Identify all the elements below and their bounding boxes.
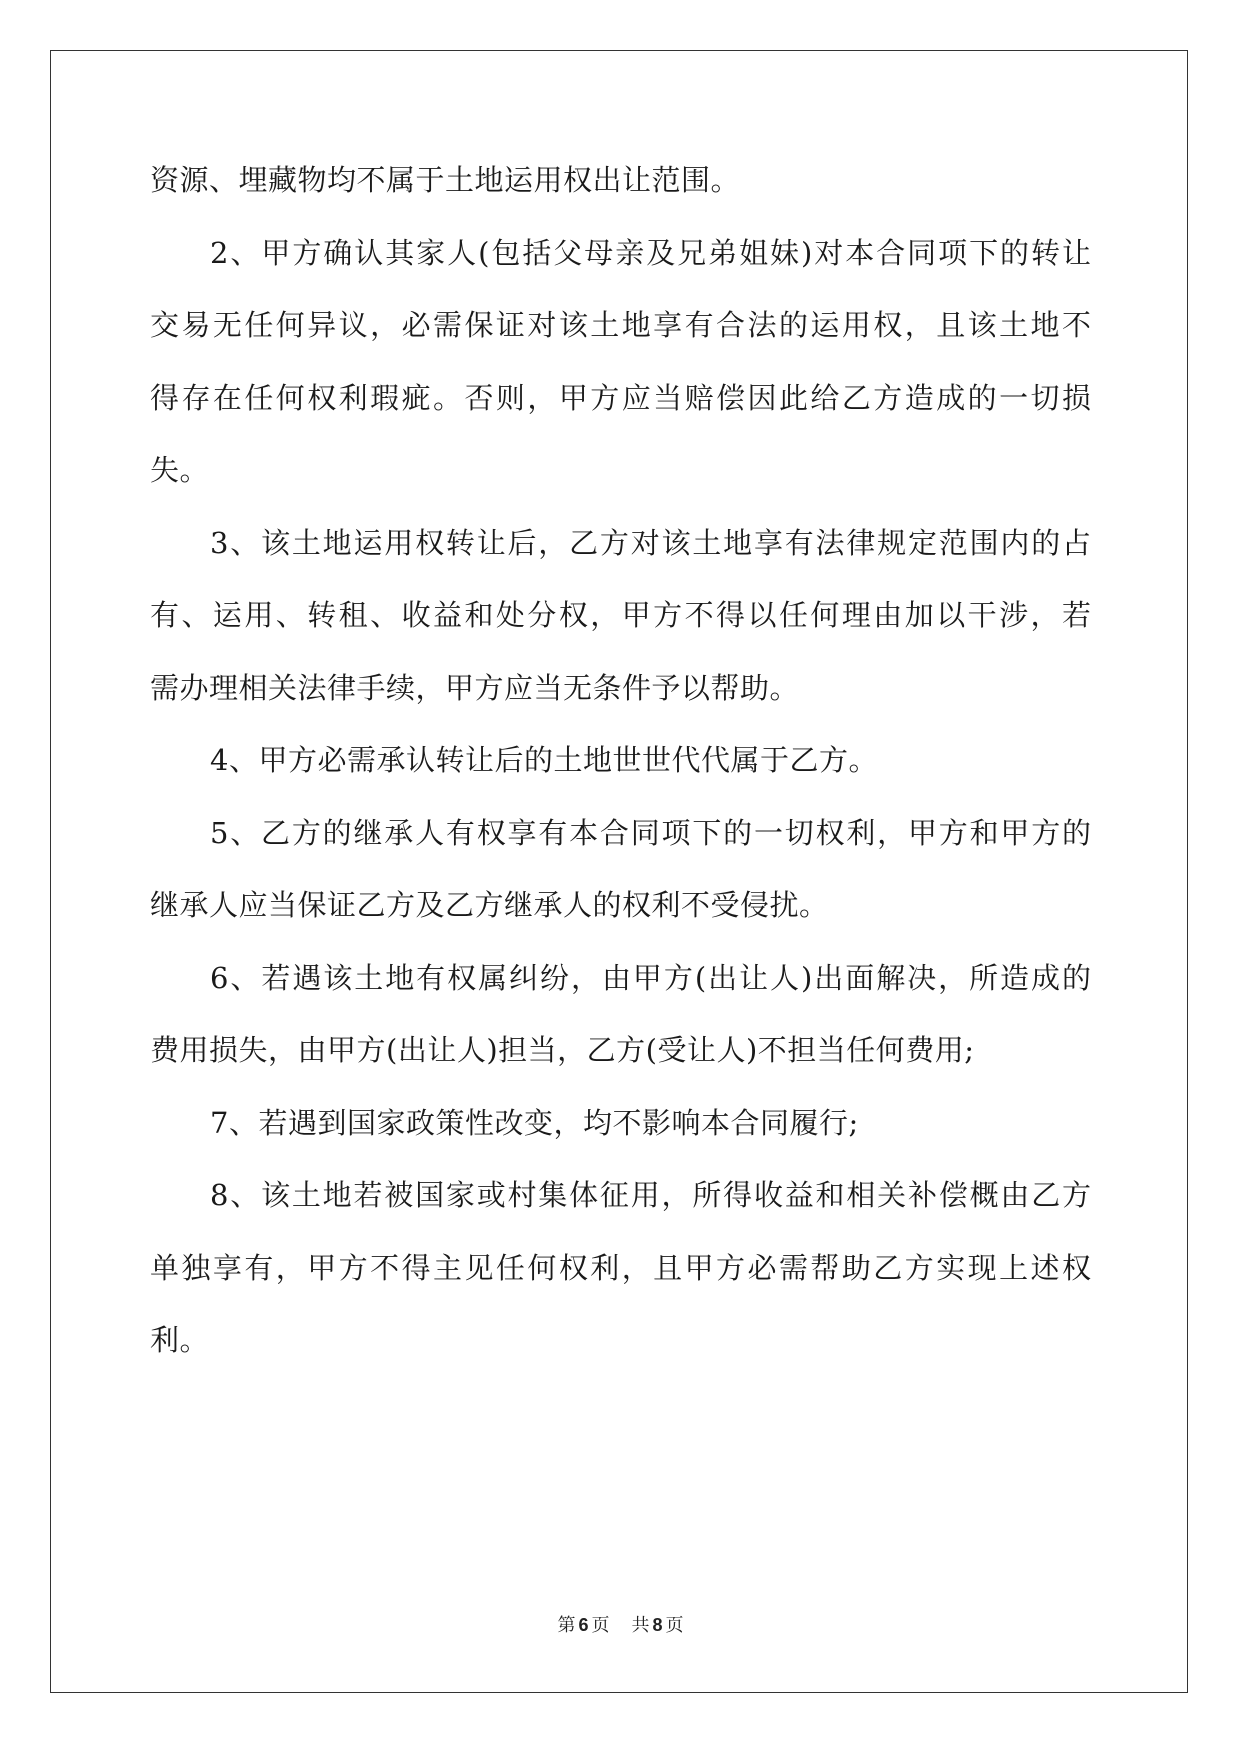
page-total-prefix: 共 (631, 1615, 650, 1636)
page-number-current: 6 (578, 1615, 589, 1635)
page-footer (0, 1613, 1241, 1638)
page-border (50, 50, 1188, 1693)
text-line: 单独享有，甲方不得主见任何权利，且甲方必需帮助乙方实现上述权 (150, 1251, 1091, 1285)
paragraph-8-line-1: 8、该土地若被国家或村集体征用，所得收益和相关补偿概由乙方 (210, 1178, 1091, 1212)
text-line: 失。 (150, 453, 210, 487)
text-line: 继承人应当保证乙方及乙方继承人的权利不受侵扰。 (150, 888, 829, 922)
paragraph-7-line-1: 7、若遇到国家政策性改变，均不影响本合同履行; (210, 1106, 859, 1140)
paragraph-2-line-1: 2、甲方确认其家人(包括父母亲及兄弟姐妹)对本合同项下的转让 (210, 236, 1091, 270)
page-total-suffix: 页 (665, 1615, 684, 1636)
paragraph-4-line-1: 4、甲方必需承认转让后的土地世世代代属于乙方。 (210, 743, 878, 777)
text-line: 利。 (150, 1323, 210, 1357)
paragraph-3-line-1: 3、该土地运用权转让后，乙方对该土地享有法律规定范围内的占 (210, 526, 1091, 560)
page-number-suffix: 页 (591, 1615, 610, 1636)
text-line: 交易无任何异议，必需保证对该土地享有合法的运用权，且该土地不 (150, 308, 1091, 342)
page-number-total: 8 (652, 1615, 663, 1635)
text-line: 需办理相关法律手续，甲方应当无条件予以帮助。 (150, 671, 800, 705)
paragraph-5-line-1: 5、乙方的继承人有权享有本合同项下的一切权利，甲方和甲方的 (210, 816, 1091, 850)
text-line: 资源、埋藏物均不属于土地运用权出让范围。 (150, 163, 741, 197)
text-line: 得存在任何权利瑕疵。否则，甲方应当赔偿因此给乙方造成的一切损 (150, 381, 1091, 415)
paragraph-6-line-1: 6、若遇该土地有权属纠纷，由甲方(出让人)出面解决，所造成的 (210, 961, 1091, 995)
text-line: 费用损失，由甲方(出让人)担当，乙方(受让人)不担当任何费用; (150, 1033, 975, 1067)
page-number-prefix: 第 (557, 1615, 576, 1636)
text-line: 有、运用、转租、收益和处分权，甲方不得以任何理由加以干涉，若 (150, 598, 1091, 632)
